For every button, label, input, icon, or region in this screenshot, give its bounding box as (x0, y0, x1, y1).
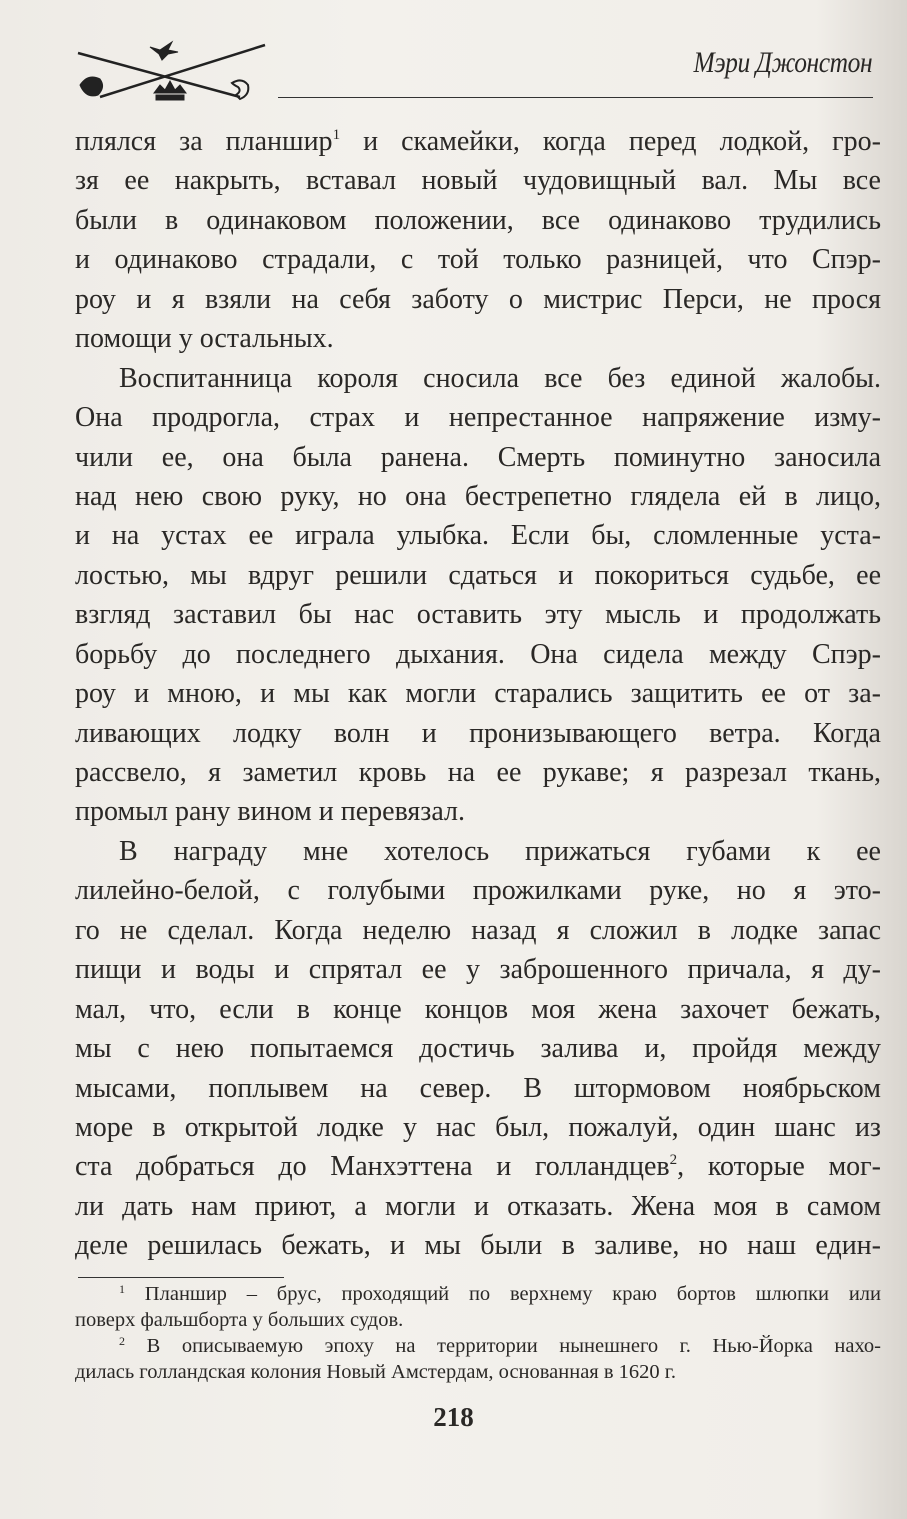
text-line (75, 398, 881, 437)
line-text: дилась голландская колония Новый Амстердам, основанная в 1620 г. (75, 1361, 677, 1383)
text-line (75, 1069, 881, 1108)
text-line (75, 122, 881, 161)
text-line (75, 911, 881, 950)
text-line (75, 1147, 881, 1186)
line-text: рассвело, я заметил кровь на ее рукаве; я разрезал ткань, (75, 757, 881, 788)
line-text: лилейно-белой, с голубыми прожилками руке, но я это- (75, 875, 881, 907)
text-line (75, 871, 881, 910)
page-number: 218 (433, 1402, 474, 1432)
text-line (75, 516, 881, 555)
line-text: мал, что, если в конце концов моя жена захочет бежать, (75, 993, 881, 1025)
footnote-ref: 2 (669, 1152, 678, 1169)
footnote-line (75, 1307, 881, 1333)
line-text: Планшир – брус, проходящий по верхнему краю бортов шлюпки или (125, 1283, 881, 1305)
footnote-marker: 1 (119, 1282, 125, 1296)
text-line (75, 714, 881, 753)
line-text: плялся за планшир (75, 126, 333, 157)
footnote-line (75, 1333, 881, 1359)
line-text: промыл рану вином и перевязал. (75, 796, 466, 828)
line-text: море в открытой лодке у нас был, пожалуй, один шанс из (75, 1111, 881, 1143)
line-text: ли дать нам приют, а могли и отказать. Жена моя в самом (75, 1190, 881, 1222)
line-text: и на устах ее играла улыбка. Если бы, сломленные уста- (75, 520, 881, 552)
line-text: ста добраться до Манхэттена и голландцев (75, 1151, 670, 1183)
text-line (75, 240, 881, 279)
text-line (75, 161, 881, 200)
text-line (75, 950, 881, 989)
text-line (75, 201, 881, 240)
line-text: поверх фальшборта у больших судов. (75, 1309, 404, 1331)
line-text: роу и мною, и мы как могли старались защитить ее от за- (75, 678, 881, 710)
text-line (75, 1226, 881, 1265)
text-line (75, 753, 881, 792)
text-line (75, 477, 881, 516)
line-text: лостью, мы вдруг решили сдаться и покориться судьбе, ее (75, 559, 881, 591)
crossed-swords-eagle-crown-emblem (70, 35, 270, 110)
line-text: роу и я взяли на себя заботу о мистрис Перси, не прося (75, 283, 881, 315)
line-text: и скамейки, когда перед лодкой, гро- (340, 126, 881, 157)
text-line (75, 556, 881, 595)
text-line (75, 595, 881, 634)
footnote-marker: 2 (119, 1334, 125, 1348)
line-text: были в одинаковом положении, все одинаково трудились (75, 204, 881, 236)
footnote-rule (78, 1277, 284, 1278)
footnote-ref: 1 (332, 127, 341, 143)
footnote-line (75, 1281, 881, 1307)
line-text: Воспитанница короля сносила все без единой жалобы. (119, 362, 881, 394)
text-line (75, 1029, 881, 1068)
text-line (75, 1187, 881, 1226)
footnotes (75, 1281, 881, 1385)
text-line (75, 635, 881, 674)
text-line (75, 990, 881, 1029)
text-line (75, 438, 881, 477)
line-text: мы с нею попытаемся достичь залива и, пройдя между (75, 1033, 881, 1065)
text-line (75, 359, 881, 398)
line-text: и одинаково страдали, с той только разницей, что Спэр- (75, 244, 881, 276)
text-line (75, 280, 881, 319)
text-line (75, 832, 881, 871)
body-text (75, 122, 881, 1266)
text-line (75, 792, 881, 831)
line-text: зя ее накрыть, вставал новый чудовищный вал. Мы все (75, 165, 881, 197)
line-text: В награду мне хотелось прижаться губами к ее (119, 835, 881, 867)
line-text: чили ее, она была ранена. Смерть поминутно заносила (75, 441, 881, 473)
line-text: мысами, поплывем на север. В штормовом ноябрьском (75, 1072, 881, 1104)
line-text: Она продрогла, страх и непрестанное напряжение изму- (75, 402, 881, 434)
line-text: ливающих лодку волн и пронизывающего ветра. Когда (75, 717, 881, 749)
header-rule (278, 97, 873, 98)
line-text: деле решилась бежать, и мы были в заливе, но наш един- (75, 1230, 881, 1262)
text-line (75, 1108, 881, 1147)
line-text: го не сделал. Когда неделю назад я сложил в лодке запас (75, 914, 881, 946)
running-header-author: Мэри Джонстон (693, 46, 872, 79)
text-line (75, 319, 881, 358)
line-text: взгляд заставил бы нас оставить эту мысль и продолжать (75, 599, 881, 631)
line-text: помощи у остальных. (75, 323, 334, 355)
line-text: пищи и воды и спрятал ее у заброшенного причала, я ду- (75, 954, 881, 986)
line-text: , которые мог- (677, 1151, 881, 1183)
text-line (75, 674, 881, 713)
footnote-line (75, 1359, 881, 1385)
line-text: над нею свою руку, но она бестрепетно глядела ей в лицо, (75, 480, 881, 512)
line-text: борьбу до последнего дыхания. Она сидела между Спэр- (75, 638, 881, 670)
line-text: В описываемую эпоху на территории нынешнего г. Нью-Йорка нахо- (125, 1335, 881, 1357)
